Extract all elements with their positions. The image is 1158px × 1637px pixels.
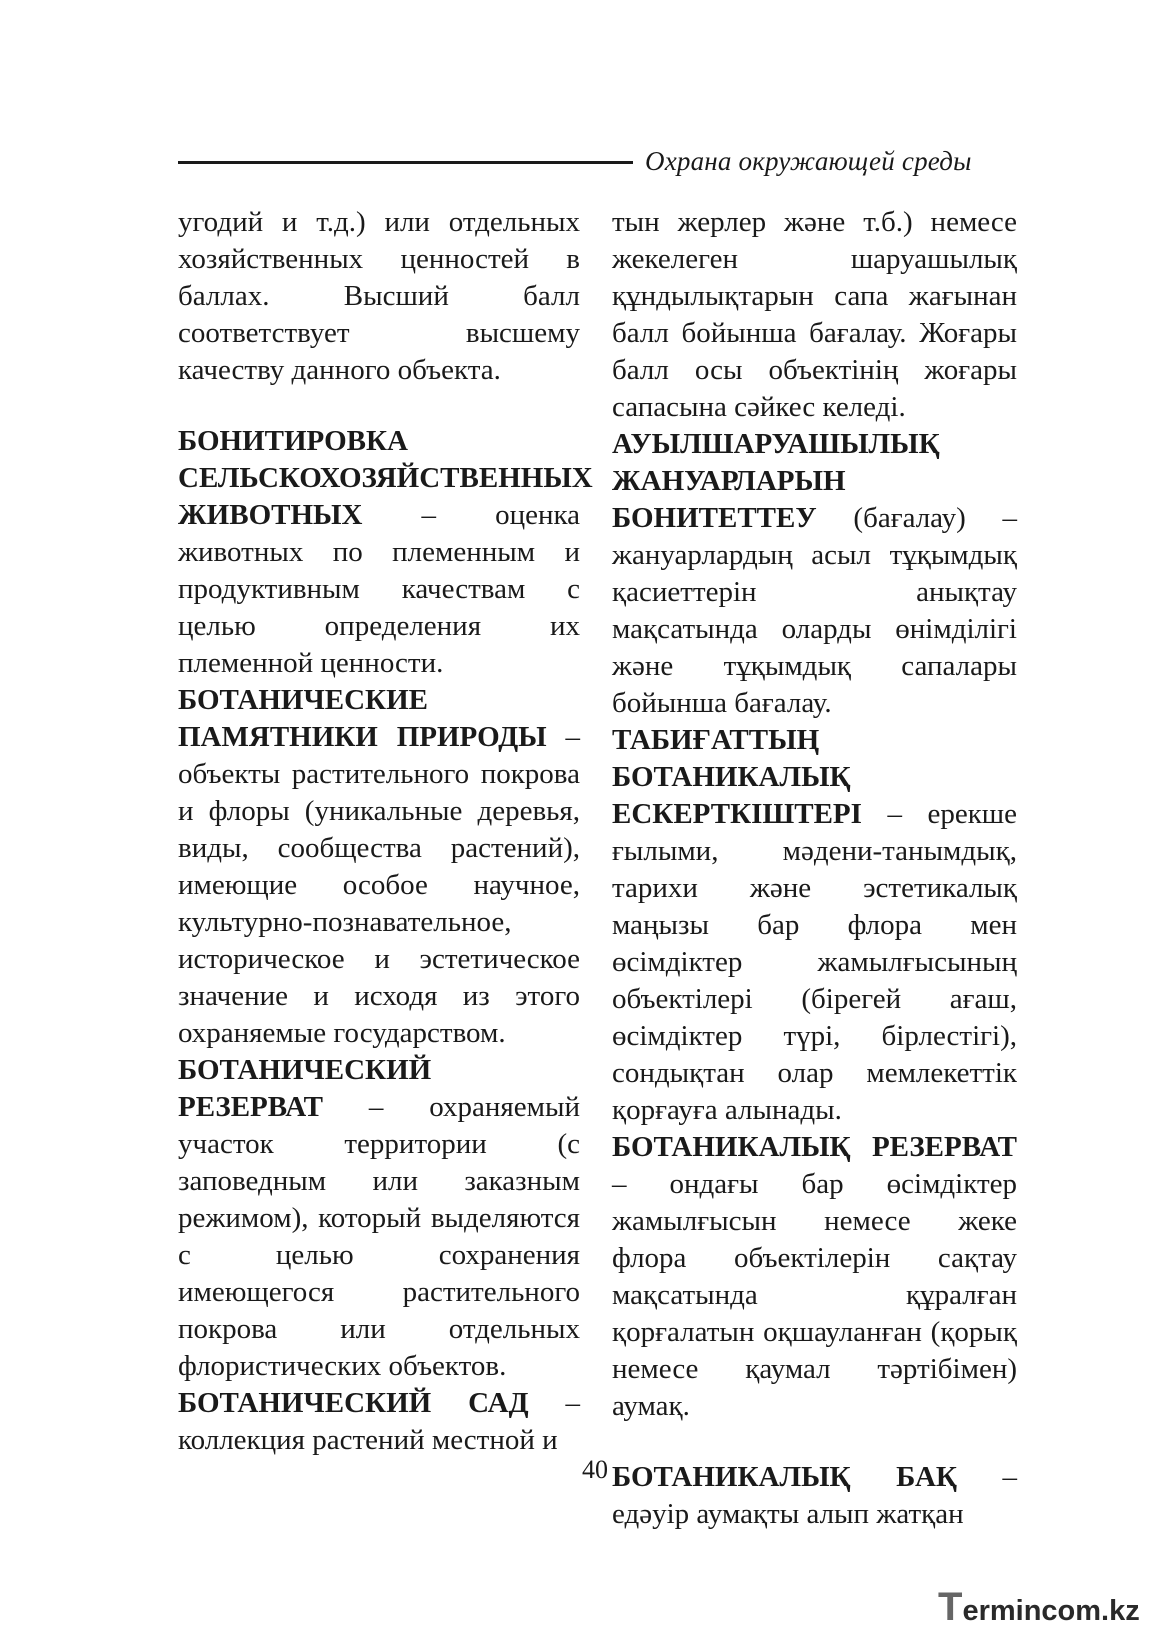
entry-botanical-garden bbox=[178, 1385, 580, 1459]
entry-botanical-monuments bbox=[178, 682, 580, 1052]
entry-definition: – оценка животных по племенным и продуктивным качествам с целью определения их племенной ценности. bbox=[178, 499, 580, 679]
entry-definition: (бағалау) – жануарлардың асыл тұқымдық қасиеттерін анықтау мақсатында оларды өнімділігі және тұқымдық сапалары бойынша бағалау. bbox=[612, 502, 1017, 719]
entry-definition: – объекты растительного покрова и флоры (уникальные деревья, виды, сообщества растений), имеющие особое научное, культурно-познавательное, историческое и эстетическое значение и исходя из этого охраняемые государством. bbox=[178, 721, 580, 1049]
entry-continuation bbox=[178, 204, 580, 389]
watermark-text: ermincom.kz bbox=[962, 1595, 1140, 1627]
entry-livestock-bonitation bbox=[178, 423, 593, 682]
page-number: 40 bbox=[582, 1455, 608, 1484]
entry-livestock-bonitation-kk bbox=[612, 426, 1017, 722]
entry-term: БОТАНИКАЛЫҚ РЕЗЕРВАТ bbox=[612, 1131, 1017, 1163]
entry-definition: угодий и т.д.) или отдельных хозяйственных ценностей в баллах. Высший балл соответствует высшему качеству данного объекта. bbox=[178, 206, 580, 386]
entry-definition: – ондағы бар өсімдіктер жамылғысын немесе жеке флора объектілерін сақтау мақсатында құралған қорғалатын оқшауланған (қорық немесе қаумал тәртібімен) аумақ. bbox=[612, 1168, 1017, 1422]
entry-term: БОТАНИКАЛЫҚ БАҚ bbox=[612, 1461, 957, 1493]
entry-term: АУЫЛШАРУАШЫЛЫҚ ЖАНУАРЛАРЫН БОНИТЕТТЕУ bbox=[612, 428, 940, 534]
entry-term: БОТАНИЧЕСКИЙ САД bbox=[178, 1387, 529, 1419]
entry-botanical-reserve bbox=[178, 1052, 580, 1385]
entry-definition: – коллекция растений местной и bbox=[178, 1387, 580, 1456]
watermark-logo bbox=[938, 1585, 1140, 1630]
entry-term: БОТАНИЧЕСКИЙ РЕЗЕРВАТ bbox=[178, 1054, 432, 1123]
right-column bbox=[612, 204, 1017, 1533]
entry-continuation bbox=[612, 204, 1017, 426]
entry-definition: тын жерлер және т.б.) немесе жекелеген шаруашылық құндылықтарын сапа жағынан балл бойынша бағалау. Жоғары балл осы объектінің жоғары сапасына сәйкес келеді. bbox=[612, 206, 1017, 423]
watermark-initial: T bbox=[938, 1585, 963, 1629]
entry-definition: – едәуір аумақты алып жатқан bbox=[612, 1461, 1017, 1530]
entry-term: БОНИТИРОВКА СЕЛЬСКОХОЗЯЙСТВЕННЫХ ЖИВОТНЫХ bbox=[178, 425, 593, 531]
entry-term: БОТАНИЧЕСКИЕ ПАМЯТНИКИ ПРИРОДЫ bbox=[178, 684, 547, 753]
header-rule bbox=[178, 161, 633, 164]
entry-definition: – охраняемый участок территории (с заповедным или заказным режимом), который выделяются с целью сохранения имеющегося растительного покрова или отдельных флористических объектов. bbox=[178, 1091, 580, 1382]
entry-botanical-monuments-kk bbox=[612, 722, 1017, 1129]
entry-term: ТАБИҒАТТЫҢ БОТАНИКАЛЫҚ ЕСКЕРТКІШТЕРІ bbox=[612, 724, 862, 830]
entry-botanical-reserve-kk bbox=[612, 1129, 1017, 1425]
left-column bbox=[178, 204, 593, 1459]
entry-definition: – ерекше ғылыми, мәдени-танымдық, тарихи және эстетикалық маңызы бар флора мен өсімдіктер жамылғысының объектілері (бірегей ағаш, өсімдіктер түрі, бірлестігі), сондықтан олар мемлекеттік қорғауға алынады. bbox=[612, 798, 1017, 1126]
running-header-title: Охрана окружающей среды bbox=[645, 146, 972, 176]
